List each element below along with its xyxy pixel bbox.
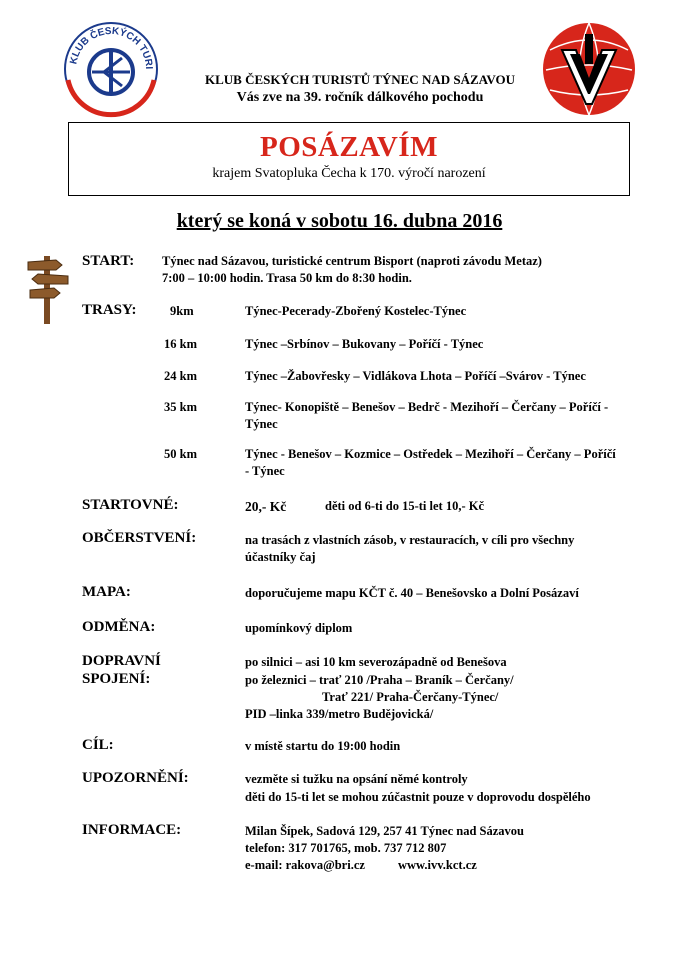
doprava-line-3: Trať 221/ Praha-Čerčany-Týnec/ [322,690,499,704]
doprava-label-2: SPOJENÍ: [82,671,151,687]
route-km: 50 km [164,447,197,461]
route-path: Týnec - Benešov – Kozmice – Ostředek – Mezihoří – Čerčany – Poříčí - Týnec [245,447,616,478]
ivv-logo [540,20,638,118]
event-title: POSÁZAVÍM [260,131,438,163]
route-path: Týnec-Pecerady-Zbořený Kostelec-Týnec [245,304,467,318]
kct-logo-graphic [62,20,160,118]
cil-label: CÍL: [82,737,114,753]
doprava-line-1: po silnici – asi 10 km severozápadně od Benešova [245,655,507,669]
doprava-label-1: DOPRAVNÍ [82,653,161,669]
informace-email: e-mail: rakova@bri.cz [245,858,365,872]
route-km: 16 km [164,337,197,351]
route-km: 35 km [164,400,197,414]
mapa-text: doporučujeme mapu KČT č. 40 – Benešovsko a Dolní Posázaví [245,586,579,600]
start-line-2: 7:00 – 10:00 hodin. Trasa 50 km do 8:30 hodin. [162,271,412,285]
startovne-kids: děti od 6-ti do 15-ti let 10,- Kč [325,499,485,513]
informace-line-2: telefon: 317 701765, mob. 737 712 807 [245,841,447,855]
upozorneni-line-1: vezměte si tužku na opsání němé kontroly [245,772,468,786]
informace-label: INFORMACE: [82,822,182,838]
trasy-label: TRASY: [82,302,137,318]
odmena-text: upomínkový diplom [245,621,353,635]
route-path: Týnec –Žabovřesky – Vidlákova Lhota – Poříčí –Svárov - Týnec [245,369,586,383]
doprava-line-2: po železnici – trať 210 /Praha – Braník – Čerčany/ [245,673,514,687]
upozorneni-line-2: děti do 15-ti let se mohou zúčastnit pouze v doprovodu dospělého [245,790,591,804]
header-line-1: KLUB ČESKÝCH TURISTŮ TÝNEC NAD SÁZAVOU [204,72,515,87]
svg-text:KLUB ČESKÝCH TURISTŮ: KLUB ČESKÝCH TURI [68,25,155,70]
title-box [68,122,630,196]
event-subtitle: krajem Svatopluka Čecha k 170. výročí narození [212,166,486,181]
start-label: START: [82,253,135,269]
date-line: který se koná v sobotu 16. dubna 2016 [176,210,503,232]
informace-line-1: Milan Šípek, Sadová 129, 257 41 Týnec nad Sázavou [245,824,524,838]
ivv-logo-graphic [540,20,638,118]
startovne-label: STARTOVNÉ: [82,497,179,513]
doprava-line-4: PID –linka 339/metro Budějovická/ [245,707,434,721]
startovne-price: 20,- Kč [245,499,287,514]
kct-logo [62,20,160,118]
start-line-1: Týnec nad Sázavou, turistické centrum Bisport (naproti závodu Metaz) [162,254,542,268]
upozorneni-label: UPOZORNĚNÍ: [82,770,189,786]
signpost-icon [26,252,70,326]
odmena-label: ODMĚNA: [82,619,156,635]
route-path: Týnec- Konopiště – Benešov – Bedrč - Mezihoří – Čerčany – Poříčí - Týnec [245,400,609,431]
route-path: Týnec –Srbínov – Bukovany – Poříčí - Týnec [245,337,484,351]
cil-text: v místě startu do 19:00 hodin [245,739,401,753]
mapa-label: MAPA: [82,584,131,600]
obcerstveni-label: OBČERSTVENÍ: [82,530,197,546]
route-km: 9km [170,304,194,318]
informace-web: www.ivv.kct.cz [398,858,477,872]
route-km: 24 km [164,369,197,383]
obcerstveni-text: na trasách z vlastních zásob, v restauracích, v cíli pro všechny účastníky čaj [245,533,575,564]
header-line-2: Vás zve na 39. ročník dálkového pochodu [236,90,484,105]
